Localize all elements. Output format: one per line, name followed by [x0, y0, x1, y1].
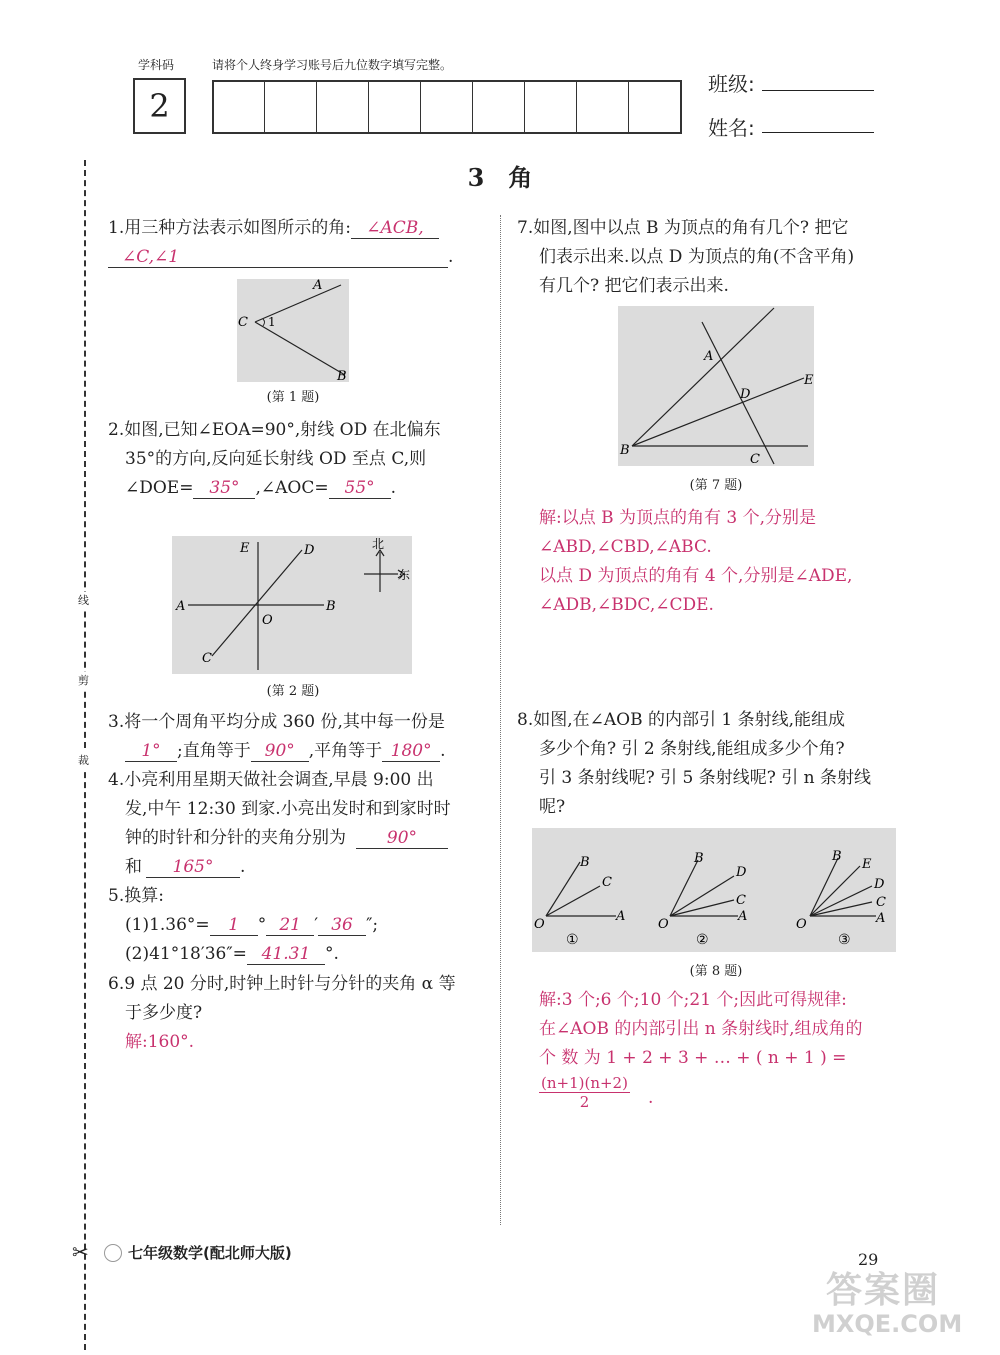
- q1-answer-1: ∠ACB,: [351, 219, 439, 239]
- label-O: O: [534, 917, 545, 932]
- subject-code-label: 学科码: [138, 58, 175, 72]
- q5-part-1: [108, 911, 488, 940]
- side-label-trim: 裁: [78, 754, 89, 767]
- q7-answer-line-4: ∠ADB,∠BDC,∠CDE.: [539, 595, 714, 615]
- figure-1-drawing: [237, 279, 349, 382]
- q1-answer-2: ∠C,∠1: [108, 248, 448, 268]
- label-O: O: [262, 613, 273, 628]
- label-A: A: [876, 911, 886, 926]
- q5-p1-minutes: 21: [266, 916, 314, 936]
- q8-line-3: 引 3 条射线呢? 引 5 条射线呢? 引 n 条射线: [539, 768, 872, 788]
- account-digit-boxes[interactable]: [212, 80, 682, 134]
- label-C: C: [876, 895, 886, 910]
- q2-line-1: 2.如图,已知∠EOA=90°,射线 OD 在北偏东: [108, 420, 441, 440]
- question-1: [108, 214, 488, 272]
- label-D: D: [736, 865, 747, 880]
- q8-answer-line-3: 个 数 为 1 + 2 + 3 + … + ( n + 1 ) =: [539, 1048, 847, 1068]
- digit-cell[interactable]: [420, 82, 421, 132]
- label-C: C: [736, 893, 746, 908]
- caption-7: (第 7 题): [689, 478, 743, 493]
- q5-p1-seconds: 36: [318, 916, 366, 936]
- q1-text: 1.用三种方法表示如图所示的角:: [108, 218, 351, 238]
- class-label: 班级:: [708, 72, 755, 96]
- label-O: O: [658, 917, 669, 932]
- watermark-logo: 答案圈: [826, 1270, 941, 1311]
- figure-2: [172, 536, 412, 674]
- instruction-text: 请将个人终身学习账号后九位数字填写完整。: [212, 58, 453, 72]
- q6-line-1: 6.9 点 20 分时,时钟上时针与分针的夹角 α 等: [108, 974, 456, 994]
- q2-line-3: [108, 474, 488, 503]
- q5-p1-unit-3: ″;: [366, 915, 379, 935]
- q5-part-2: [108, 940, 488, 969]
- digit-cell[interactable]: [264, 82, 265, 132]
- label-D: D: [874, 877, 885, 892]
- question-6: [108, 970, 488, 1057]
- q3-line-1: 3.将一个周角平均分成 360 份,其中每一份是: [108, 712, 445, 732]
- side-label-cut: 剪: [78, 674, 89, 687]
- question-5: [108, 882, 488, 969]
- label-E: E: [804, 373, 814, 388]
- caption-1: (第 1 题): [266, 390, 320, 405]
- q2-line-2: 35°的方向,反向延长射线 OD 至点 C,则: [125, 449, 427, 469]
- q8-answer-end: .: [648, 1088, 654, 1108]
- q4-line-3: [108, 824, 488, 853]
- q6-answer: 解:160°.: [125, 1032, 195, 1052]
- question-7: [517, 214, 897, 301]
- q2-answer-1: 35°: [193, 479, 255, 499]
- q4-text-a: 钟的时针和分针的夹角分别为: [125, 828, 346, 848]
- fraction-numerator: (n+1)(n+2): [541, 1074, 628, 1092]
- digit-cell[interactable]: [576, 82, 577, 132]
- label-A: A: [313, 279, 323, 293]
- book-logo-icon: [104, 1244, 122, 1262]
- label-O: O: [796, 917, 807, 932]
- label-B: B: [620, 443, 630, 458]
- q4-answer-2: 165°: [146, 858, 240, 878]
- q4-line-2: 发,中午 12:30 到家.小亮出发时和到家时时: [125, 799, 451, 819]
- q3-answer-2: 90°: [251, 742, 309, 762]
- scissors-icon: ✂: [72, 1240, 89, 1264]
- figure-8-num-2: ②: [696, 932, 709, 948]
- question-4: [108, 766, 488, 882]
- q7-answer-line-1: 解:以点 B 为顶点的角有 3 个,分别是: [539, 508, 817, 528]
- digit-cell[interactable]: [472, 82, 473, 132]
- name-label: 姓名:: [708, 116, 755, 140]
- label-D: D: [740, 387, 751, 402]
- figure-8-num-3: ③: [838, 932, 851, 948]
- label-B: B: [337, 369, 347, 382]
- q3-answer-1: 1°: [125, 742, 177, 762]
- label-C: C: [750, 452, 760, 466]
- figure-7-drawing: [618, 306, 814, 466]
- q5-p1-degrees: 1: [210, 916, 258, 936]
- label-B: B: [832, 849, 842, 864]
- q2-answer-2: 55°: [329, 479, 391, 499]
- watermark-url: MXQE.COM: [812, 1310, 963, 1338]
- figure-7: [618, 306, 814, 466]
- caption-8: (第 8 题): [689, 964, 743, 979]
- label-1: 1: [268, 315, 276, 329]
- question-8: [517, 706, 897, 822]
- caption-2: (第 2 题): [266, 684, 320, 699]
- q8-line-2: 多少个角? 引 2 条射线,能组成多少个角?: [539, 739, 845, 759]
- q5-p2-label: (2)41°18′36″=: [125, 944, 247, 964]
- name-field[interactable]: [762, 132, 874, 133]
- q1-end: .: [448, 247, 454, 267]
- q7-answer: [539, 504, 899, 620]
- label-C: C: [238, 315, 248, 330]
- q4-text-b: 和: [125, 857, 142, 877]
- q8-answer: [539, 986, 899, 1073]
- q5-p1-label: (1)1.36°=: [125, 915, 210, 935]
- q7-answer-line-3: 以点 D 为顶点的角有 4 个,分别是∠ADE,: [539, 566, 853, 586]
- q3-line-2: [108, 737, 488, 766]
- label-E: E: [862, 857, 872, 872]
- subject-code: 2: [149, 87, 170, 125]
- digit-cell[interactable]: [368, 82, 369, 132]
- figure-8-drawing: [532, 828, 896, 952]
- digit-cell[interactable]: [316, 82, 317, 132]
- q7-answer-line-2: ∠ABD,∠CBD,∠ABC.: [539, 537, 712, 557]
- q5-p1-unit-2: ′: [314, 915, 319, 935]
- q4-end: .: [240, 857, 246, 877]
- question-2: [108, 416, 488, 503]
- label-A: A: [704, 349, 714, 364]
- q4-line-1: 4.小亮利用星期天做社会调查,早晨 9:00 出: [108, 770, 434, 790]
- label-B: B: [694, 851, 704, 866]
- question-3: [108, 708, 488, 766]
- q6-line-2: 于多少度?: [125, 1003, 203, 1023]
- q2-end: .: [390, 478, 396, 498]
- q8-answer-line-2: 在∠AOB 的内部引出 n 条射线时,组成角的: [539, 1019, 863, 1039]
- label-B: B: [580, 855, 590, 870]
- q2-text-b: ,∠AOC=: [255, 478, 329, 498]
- label-E: E: [240, 541, 250, 556]
- q7-line-2: 们表示出来.以点 D 为顶点的角(不含平角): [539, 247, 855, 267]
- q7-line-1: 7.如图,图中以点 B 为顶点的角有几个? 把它: [517, 218, 849, 238]
- page-number: 29: [858, 1250, 879, 1269]
- q3-text-a: ;直角等于: [177, 741, 251, 761]
- label-C: C: [202, 651, 212, 666]
- q3-text-b: ,平角等于: [308, 741, 383, 761]
- label-north: 北: [372, 537, 385, 551]
- page-title: 3 角: [467, 163, 533, 192]
- q8-line-1: 8.如图,在∠AOB 的内部引 1 条射线,能组成: [517, 710, 846, 730]
- figure-2-drawing: [172, 536, 412, 674]
- q4-answer-1: 90°: [356, 829, 448, 849]
- fraction-denominator: 2: [579, 1093, 590, 1111]
- label-east: 东: [398, 568, 411, 582]
- q5-p2-answer: 41.31: [247, 945, 325, 965]
- figure-8: [532, 828, 896, 952]
- q2-text-a: ∠DOE=: [125, 478, 194, 498]
- q3-answer-3: 180°: [382, 742, 440, 762]
- column-divider: [500, 215, 501, 1225]
- q8-answer-fraction: [539, 1074, 630, 1111]
- q5-title: 5.换算:: [108, 886, 164, 906]
- digit-cell[interactable]: [524, 82, 525, 132]
- book-title: 七年级数学(配北师大版): [128, 1244, 292, 1262]
- side-label-line: 线: [78, 594, 89, 607]
- label-B: B: [326, 599, 336, 614]
- q5-p1-unit-1: °: [257, 915, 267, 935]
- label-C: C: [602, 875, 612, 890]
- figure-1: [237, 279, 349, 382]
- class-field[interactable]: [762, 90, 874, 91]
- label-A: A: [176, 599, 186, 614]
- q4-line-4: [108, 853, 488, 882]
- figure-8-num-1: ①: [566, 932, 579, 948]
- subject-code-box: [133, 78, 186, 134]
- q8-answer-line-1: 解:3 个;6 个;10 个;21 个;因此可得规律:: [539, 990, 847, 1010]
- q5-p2-unit: °.: [324, 944, 339, 964]
- q7-line-3: 有几个? 把它们表示出来.: [539, 276, 729, 296]
- label-A: A: [738, 909, 748, 924]
- q3-end: .: [440, 741, 446, 761]
- digit-cell[interactable]: [628, 82, 629, 132]
- label-D: D: [304, 543, 315, 558]
- q8-line-4: 呢?: [539, 797, 566, 817]
- label-A: A: [616, 909, 626, 924]
